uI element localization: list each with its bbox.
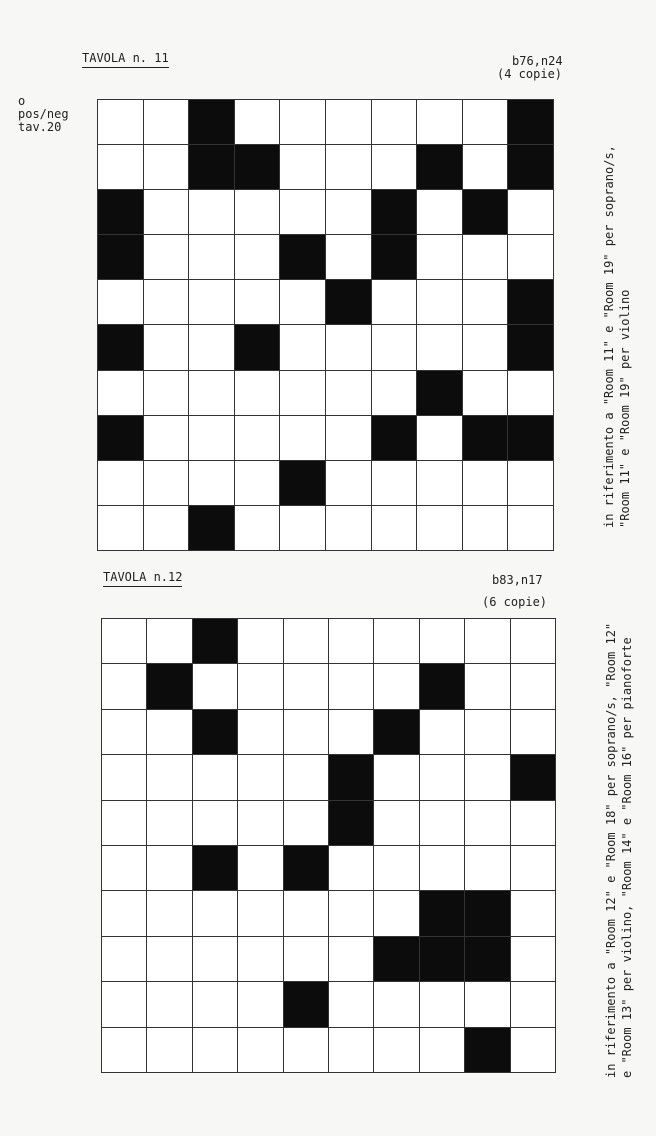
grid-cell — [193, 891, 238, 936]
grid-cell — [508, 190, 554, 235]
grid-cell — [465, 982, 510, 1027]
grid-cell — [193, 982, 238, 1027]
grid-cell — [374, 664, 419, 709]
grid-cell — [189, 190, 235, 235]
grid-cell — [235, 416, 281, 461]
grid-cell — [511, 801, 556, 846]
grid-cell — [98, 100, 144, 145]
grid-cell — [147, 891, 192, 936]
grid-cell — [374, 801, 419, 846]
grid-cell — [463, 461, 509, 506]
grid-cell-black — [193, 846, 238, 891]
grid-cell — [98, 145, 144, 190]
grid-cell — [463, 280, 509, 325]
grid-cell — [193, 801, 238, 846]
grid-cell — [329, 1028, 374, 1073]
grid-cell — [417, 325, 463, 370]
grid-cell — [147, 755, 192, 800]
grid-cell — [189, 235, 235, 280]
grid-cell — [463, 145, 509, 190]
table-12-ref: b83,n17 — [492, 573, 543, 587]
grid-cell — [144, 100, 190, 145]
grid-cell — [238, 937, 283, 982]
grid-cell — [374, 846, 419, 891]
grid-cell — [329, 846, 374, 891]
grid-cell — [280, 325, 326, 370]
grid-cell — [374, 755, 419, 800]
grid-cell-black — [189, 100, 235, 145]
grid-cell — [102, 937, 147, 982]
grid-cell — [147, 801, 192, 846]
grid-cell-black — [329, 801, 374, 846]
grid-cell-black — [374, 710, 419, 755]
grid-cell — [284, 755, 329, 800]
grid-cell — [280, 190, 326, 235]
table-11-copies: (4 copie) — [497, 67, 563, 81]
grid-cell — [508, 371, 554, 416]
grid-cell — [329, 891, 374, 936]
grid-cell-black — [280, 235, 326, 280]
grid-cell — [420, 710, 465, 755]
grid-cell — [326, 190, 372, 235]
grid-cell-black — [508, 100, 554, 145]
grid-cell — [144, 325, 190, 370]
grid-cell-black — [511, 755, 556, 800]
grid-cell — [374, 982, 419, 1027]
grid-cell — [417, 280, 463, 325]
grid-cell-black — [284, 982, 329, 1027]
margin-note-2: pos/neg — [18, 107, 69, 121]
grid-cell-black — [465, 891, 510, 936]
grid-cell-black — [465, 1028, 510, 1073]
grid-cell — [326, 416, 372, 461]
grid-cell — [235, 280, 281, 325]
grid-cell — [144, 371, 190, 416]
grid-cell — [102, 891, 147, 936]
grid-cell — [280, 506, 326, 551]
grid-cell-black — [329, 755, 374, 800]
grid-cell — [280, 280, 326, 325]
grid-cell — [511, 846, 556, 891]
grid-cell — [465, 664, 510, 709]
grid-cell-black — [372, 190, 418, 235]
grid-cell — [193, 937, 238, 982]
grid-cell — [98, 506, 144, 551]
grid-cell-black — [374, 937, 419, 982]
grid-cell — [102, 619, 147, 664]
grid-cell — [374, 619, 419, 664]
margin-note-3: tav.20 — [18, 120, 62, 134]
grid-cell-black — [235, 325, 281, 370]
grid-cell — [189, 325, 235, 370]
grid-cell — [463, 100, 509, 145]
table-11-grid — [97, 99, 554, 551]
table-11-side-note-1: in riferimento a "Room 11" e "Room 19" per soprano/s, — [602, 145, 616, 528]
grid-cell — [417, 100, 463, 145]
grid-cell-black — [508, 280, 554, 325]
grid-cell — [511, 891, 556, 936]
grid-cell — [280, 100, 326, 145]
grid-cell — [372, 145, 418, 190]
grid-cell-black — [284, 846, 329, 891]
grid-cell — [326, 235, 372, 280]
grid-cell — [144, 416, 190, 461]
grid-cell — [463, 371, 509, 416]
margin-note-1: o — [18, 94, 26, 108]
grid-cell — [420, 1028, 465, 1073]
grid-cell — [102, 1028, 147, 1073]
grid-cell — [98, 371, 144, 416]
grid-cell — [417, 190, 463, 235]
grid-cell-black — [420, 891, 465, 936]
grid-cell-black — [463, 190, 509, 235]
grid-cell — [189, 416, 235, 461]
grid-cell-black — [98, 190, 144, 235]
grid-cell — [238, 891, 283, 936]
grid-cell — [189, 461, 235, 506]
grid-cell — [147, 619, 192, 664]
grid-cell — [189, 280, 235, 325]
grid-cell — [238, 801, 283, 846]
grid-cell — [463, 506, 509, 551]
grid-cell — [511, 982, 556, 1027]
grid-cell — [508, 461, 554, 506]
grid-cell-black — [235, 145, 281, 190]
grid-cell — [147, 846, 192, 891]
grid-cell-black — [189, 506, 235, 551]
grid-cell — [417, 461, 463, 506]
grid-cell — [326, 145, 372, 190]
grid-cell — [372, 506, 418, 551]
grid-cell — [102, 755, 147, 800]
grid-cell — [284, 891, 329, 936]
grid-cell — [329, 664, 374, 709]
grid-cell — [284, 801, 329, 846]
grid-cell — [326, 371, 372, 416]
grid-cell-black — [465, 937, 510, 982]
grid-cell — [144, 280, 190, 325]
grid-cell-black — [98, 416, 144, 461]
grid-cell — [511, 664, 556, 709]
grid-cell — [193, 1028, 238, 1073]
grid-cell — [465, 801, 510, 846]
grid-cell — [102, 982, 147, 1027]
grid-cell — [235, 190, 281, 235]
grid-cell — [284, 619, 329, 664]
grid-cell — [465, 755, 510, 800]
grid-cell — [511, 1028, 556, 1073]
grid-cell — [372, 100, 418, 145]
grid-cell — [326, 506, 372, 551]
grid-cell-black — [508, 325, 554, 370]
grid-cell — [102, 801, 147, 846]
table-12-grid — [101, 618, 556, 1073]
grid-cell — [284, 1028, 329, 1073]
grid-cell-black — [98, 325, 144, 370]
grid-cell — [326, 100, 372, 145]
grid-cell — [372, 461, 418, 506]
grid-cell-black — [417, 145, 463, 190]
grid-cell — [465, 846, 510, 891]
grid-cell-black — [189, 145, 235, 190]
grid-cell — [102, 846, 147, 891]
grid-cell — [417, 235, 463, 280]
grid-cell — [102, 664, 147, 709]
grid-cell — [238, 619, 283, 664]
grid-cell — [235, 371, 281, 416]
grid-cell — [144, 190, 190, 235]
table-11-side-note-2: "Room 11" e "Room 19" per violino — [618, 289, 632, 528]
grid-cell — [235, 506, 281, 551]
grid-cell — [144, 506, 190, 551]
grid-cell — [417, 416, 463, 461]
grid-cell — [144, 145, 190, 190]
grid-cell — [280, 371, 326, 416]
grid-cell — [98, 280, 144, 325]
grid-cell — [193, 664, 238, 709]
grid-cell — [420, 982, 465, 1027]
grid-cell-black — [508, 145, 554, 190]
grid-cell — [238, 846, 283, 891]
grid-cell — [235, 461, 281, 506]
grid-cell — [147, 1028, 192, 1073]
grid-cell — [280, 416, 326, 461]
grid-cell-black — [420, 664, 465, 709]
grid-cell-black — [463, 416, 509, 461]
table-11-title: TAVOLA n. 11 — [82, 52, 169, 68]
grid-cell — [238, 710, 283, 755]
grid-cell — [374, 891, 419, 936]
grid-cell — [238, 1028, 283, 1073]
table-11-ref: b76,n24 — [512, 54, 563, 68]
grid-cell-black — [372, 235, 418, 280]
grid-cell — [420, 755, 465, 800]
grid-cell — [511, 619, 556, 664]
grid-cell — [147, 937, 192, 982]
grid-cell — [329, 982, 374, 1027]
grid-cell — [508, 235, 554, 280]
grid-cell — [417, 506, 463, 551]
grid-cell — [372, 280, 418, 325]
grid-cell — [284, 664, 329, 709]
grid-cell — [189, 371, 235, 416]
grid-cell — [193, 755, 238, 800]
grid-cell — [238, 982, 283, 1027]
grid-cell-black — [193, 619, 238, 664]
grid-cell — [144, 461, 190, 506]
grid-cell — [326, 461, 372, 506]
grid-cell — [465, 710, 510, 755]
grid-cell — [147, 710, 192, 755]
grid-cell — [372, 325, 418, 370]
grid-cell — [284, 710, 329, 755]
table-12-title: TAVOLA n.12 — [103, 571, 182, 587]
grid-cell-black — [98, 235, 144, 280]
grid-cell — [147, 982, 192, 1027]
grid-cell — [144, 235, 190, 280]
grid-cell — [465, 619, 510, 664]
grid-cell-black — [280, 461, 326, 506]
grid-cell-black — [326, 280, 372, 325]
grid-cell-black — [193, 710, 238, 755]
grid-cell-black — [420, 937, 465, 982]
grid-cell — [329, 710, 374, 755]
grid-cell — [329, 937, 374, 982]
grid-cell — [326, 325, 372, 370]
grid-cell — [511, 937, 556, 982]
grid-cell-black — [372, 416, 418, 461]
grid-cell-black — [417, 371, 463, 416]
grid-cell — [235, 100, 281, 145]
grid-cell — [98, 461, 144, 506]
grid-cell — [420, 619, 465, 664]
grid-cell — [238, 664, 283, 709]
grid-cell — [238, 755, 283, 800]
grid-cell — [372, 371, 418, 416]
table-12-copies: (6 copie) — [482, 595, 548, 609]
grid-cell — [102, 710, 147, 755]
grid-cell — [374, 1028, 419, 1073]
grid-cell — [463, 235, 509, 280]
grid-cell — [420, 846, 465, 891]
grid-cell — [511, 710, 556, 755]
grid-cell — [508, 506, 554, 551]
table-12-side-note-2: e "Room 13" per violino, "Room 14" e "Room 16" per pianoforte — [620, 637, 634, 1078]
table-12-side-note-1: in riferimento a "Room 12" e "Room 18" per soprano/s, "Room 12" — [604, 622, 618, 1078]
grid-cell — [463, 325, 509, 370]
grid-cell — [280, 145, 326, 190]
grid-cell-black — [147, 664, 192, 709]
grid-cell — [284, 937, 329, 982]
grid-cell — [329, 619, 374, 664]
grid-cell-black — [508, 416, 554, 461]
grid-cell — [235, 235, 281, 280]
grid-cell — [420, 801, 465, 846]
